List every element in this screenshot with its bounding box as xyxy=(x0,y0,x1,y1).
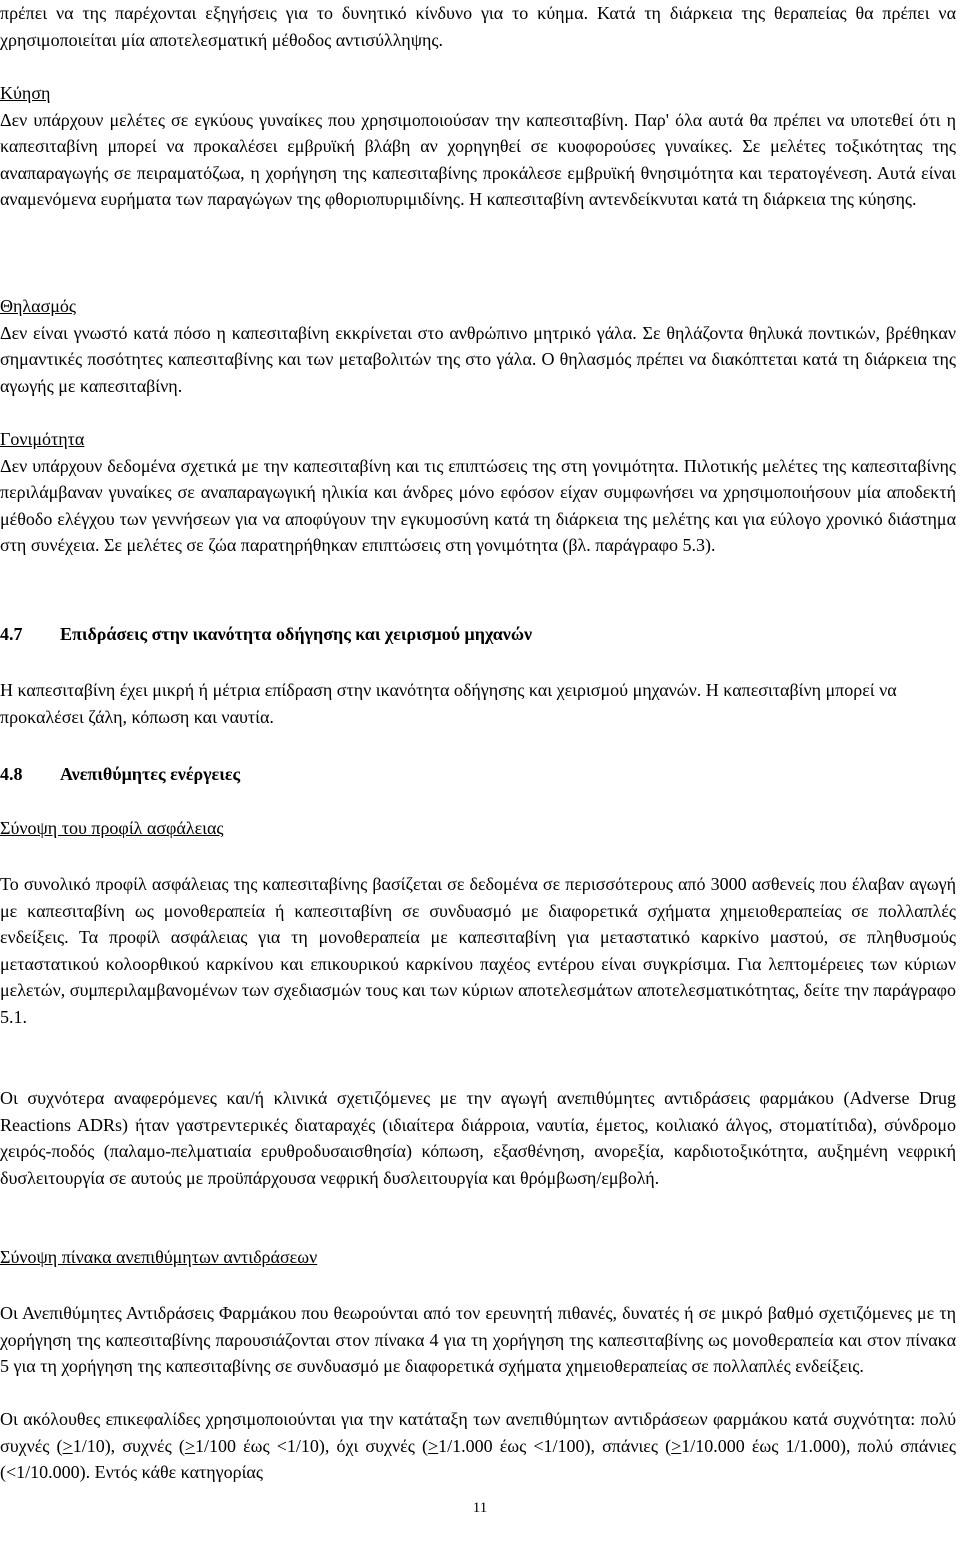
ge-symbol: > xyxy=(62,1435,73,1456)
adr-summary-paragraph-2 xyxy=(0,1406,956,1486)
heading-adr-table-summary: Σύνοψη πίνακα ανεπιθύμητων αντιδράσεων xyxy=(0,1247,318,1267)
heading-safety-profile: Σύνοψη του προφίλ ασφάλειας xyxy=(0,818,224,838)
adr-summary-paragraph-1: Οι Ανεπιθύμητες Αντιδράσεις Φαρμάκου που θεωρούνται από τον ερευνητή πιθανές, δυνατές ή σε μικρό βαθμό σχετιζόμενες με τη χορήγηση της καπεσιταβίνης παρουσιάζονται στον πίνακα 4 για τη χορήγηση της καπεσιταβίνης ως μονοθεραπεία και στον πίνακα 5 για τη χορήγηση της καπεσιταβίνης σε συνδυασμό με διαφορετικά σχήματα χημειοθεραπείας σε πολλαπλές ενδείξεις. xyxy=(0,1303,956,1377)
ge-symbol: > xyxy=(427,1435,439,1456)
heading-pregnancy: Κύηση xyxy=(0,83,51,103)
section-title: Ανεπιθύμητες ενέργειες xyxy=(60,764,241,784)
heading-fertility: Γονιμότητα xyxy=(0,429,85,449)
lactation-paragraph: Δεν είναι γνωστό κατά πόσο η καπεσιταβίνη εκκρίνεται στο ανθρώπινο μητρικό γάλα. Σε θηλάζοντα θηλυκά ποντικών, βρέθηκαν σημαντικές ποσότητες καπεσιταβίνης και των μεταβολιτών της στο γάλα. Ο θηλασμός πρέπει να διακόπτεται κατά τη διάρκεια της αγωγής με καπεσιταβίνη. xyxy=(0,322,956,396)
fertility-paragraph: Δεν υπάρχουν δεδομένα σχετικά με την καπεσιταβίνη και τις επιπτώσεις της στη γονιμότητα. Πιλοτικής μελέτες της καπεσιταβίνης περιλάμβαναν γυναίκες σε αναπαραγωγική ηλικία και άνδρες μόνο εφόσον είχαν συμφωνήσει να χρησιμοποιήσουν μία αποδεκτή μέθοδο ελέγχου των γεννήσεων για να αποφύγουν την εγκυμοσύνη κατά τη διάρκεια της μελέτης και για εύλογο χρονικό διάστημα στη συνέχεια. Σε μελέτες σε ζώα παρατηρήθηκαν επιπτώσεις στη γονιμότητα (βλ. παράγραφο 5.3). xyxy=(0,455,956,556)
pregnancy-paragraph: Δεν υπάρχουν μελέτες σε εγκύους γυναίκες που χρησιμοποιούσαν την καπεσιταβίνη. Παρ' όλα αυτά θα πρέπει να υποτεθεί ότι η καπεσιταβίνη μπορεί να προκαλέσει εμβρυϊκή βλάβη αν χορηγηθεί σε κυοφορούσες γυναίκες. Σε μελέτες τοξικότητας της αναπαραγωγής σε πειραματόζωα, η χορήγηση της καπεσιταβίνης προκάλεσε εμβρυϊκή θνησιμότητα και τερατογένεση. Αυτά είναι αναμενόμενα ευρήματα των παραγώγων της φθοριοπυριμιδίνης. Η καπεσιταβίνη αντενδείκνυται κατά τη διάρκεια της κύησης. xyxy=(0,109,956,210)
section-title: Επιδράσεις στην ικανότητα οδήγησης και χειρισμού μηχανών xyxy=(60,624,533,644)
frequency-text-part: 1/10.000 έως 1/1.000), πολύ σπάνιες (<1/10.000). Εντός κάθε κατηγορίας xyxy=(0,1435,956,1483)
page-number: 11 xyxy=(472,1500,488,1516)
section-heading-4-8 xyxy=(0,761,956,788)
section-number: 4.8 xyxy=(0,764,23,784)
driving-paragraph: Η καπεσιταβίνη έχει μικρή ή μέτρια επίδραση στην ικανότητα οδήγησης και χειρισμού μηχανών. Η καπεσιταβίνη μπορεί να προκαλέσει ζάλη, κόπωση και ναυτία. xyxy=(0,680,897,727)
section-number: 4.7 xyxy=(0,624,23,644)
frequency-text-part: 1/100 έως <1/10), όχι συχνές ( xyxy=(194,1435,428,1456)
safety-profile-paragraph-2: Οι συχνότερα αναφερόμενες και/ή κλινικά σχετιζόμενες με την αγωγή ανεπιθύμητες αντιδράσεις φαρμάκου (Adverse Drug Reactions ADRs) ήταν γαστρεντερικές διαταραχές (ιδιαίτερα διάρροια, ναυτία, έμετος, κοιλιακό άλγος, στοματίτιδα), σύνδρομο χειρός-ποδός (παλαμο-πελματιαία ερυθροδυσαισθησία) κόπωση, εξασθένηση, ανορεξία, καρδιοτοξικότητα, αυξημένη νεφρική δυσλειτουργία σε αυτούς με προϋπάρχουσα νεφρική δυσλειτουργία και θρόμβωση/εμβολή. xyxy=(0,1088,956,1188)
frequency-text-part: Οι ακόλουθες επικεφαλίδες χρησιμοποιούνται για την κατάταξη των ανεπιθύμητων αντιδράσεων φαρμάκου κατά συχνότητα: πολύ συχνές ( xyxy=(0,1409,956,1456)
frequency-text-part: 1/10), συχνές ( xyxy=(72,1435,185,1456)
frequency-text-part: 1/1.000 έως <1/100), σπάνιες ( xyxy=(438,1435,672,1456)
ge-symbol: > xyxy=(184,1435,195,1456)
heading-lactation: Θηλασμός xyxy=(0,296,77,316)
section-heading-4-7 xyxy=(0,621,956,648)
intro-paragraph: πρέπει να της παρέχονται εξηγήσεις για το δυνητικό κίνδυνο για το κύημα. Κατά τη διάρκεια της θεραπείας θα πρέπει να χρησιμοποιείται μία αποτελεσματική μέθοδος αντισύλληψης. xyxy=(0,3,956,50)
safety-profile-paragraph-1: Το συνολικό προφίλ ασφάλειας της καπεσιταβίνης βασίζεται σε δεδομένα σε περισσότερους από 3000 ασθενείς που έλαβαν αγωγή με καπεσιταβίνη ως μονοθεραπεία ή καπεσιταβίνη σε συνδυασμό με διαφορετικά σχήματα χημειοθεραπείας σε πολλαπλές ενδείξεις. Τα προφίλ ασφάλειας για τη μονοθεραπεία με καπεσιταβίνη για μεταστατικό καρκίνο μαστού, σε πληθυσμούς μεταστατικού κολοορθικού καρκίνου και επικουρικού καρκίνου παχέος εντέρου είναι συγκρίσιμα. Για λεπτομέρειες των κύριων μελετών, συμπεριλαμβανομένων των σχεδιασμών τους και των κύριων αποτελεσμάτων αποτελεσματικότητας, δείτε την παράγραφο 5.1. xyxy=(0,874,956,1027)
ge-symbol: > xyxy=(671,1435,682,1456)
